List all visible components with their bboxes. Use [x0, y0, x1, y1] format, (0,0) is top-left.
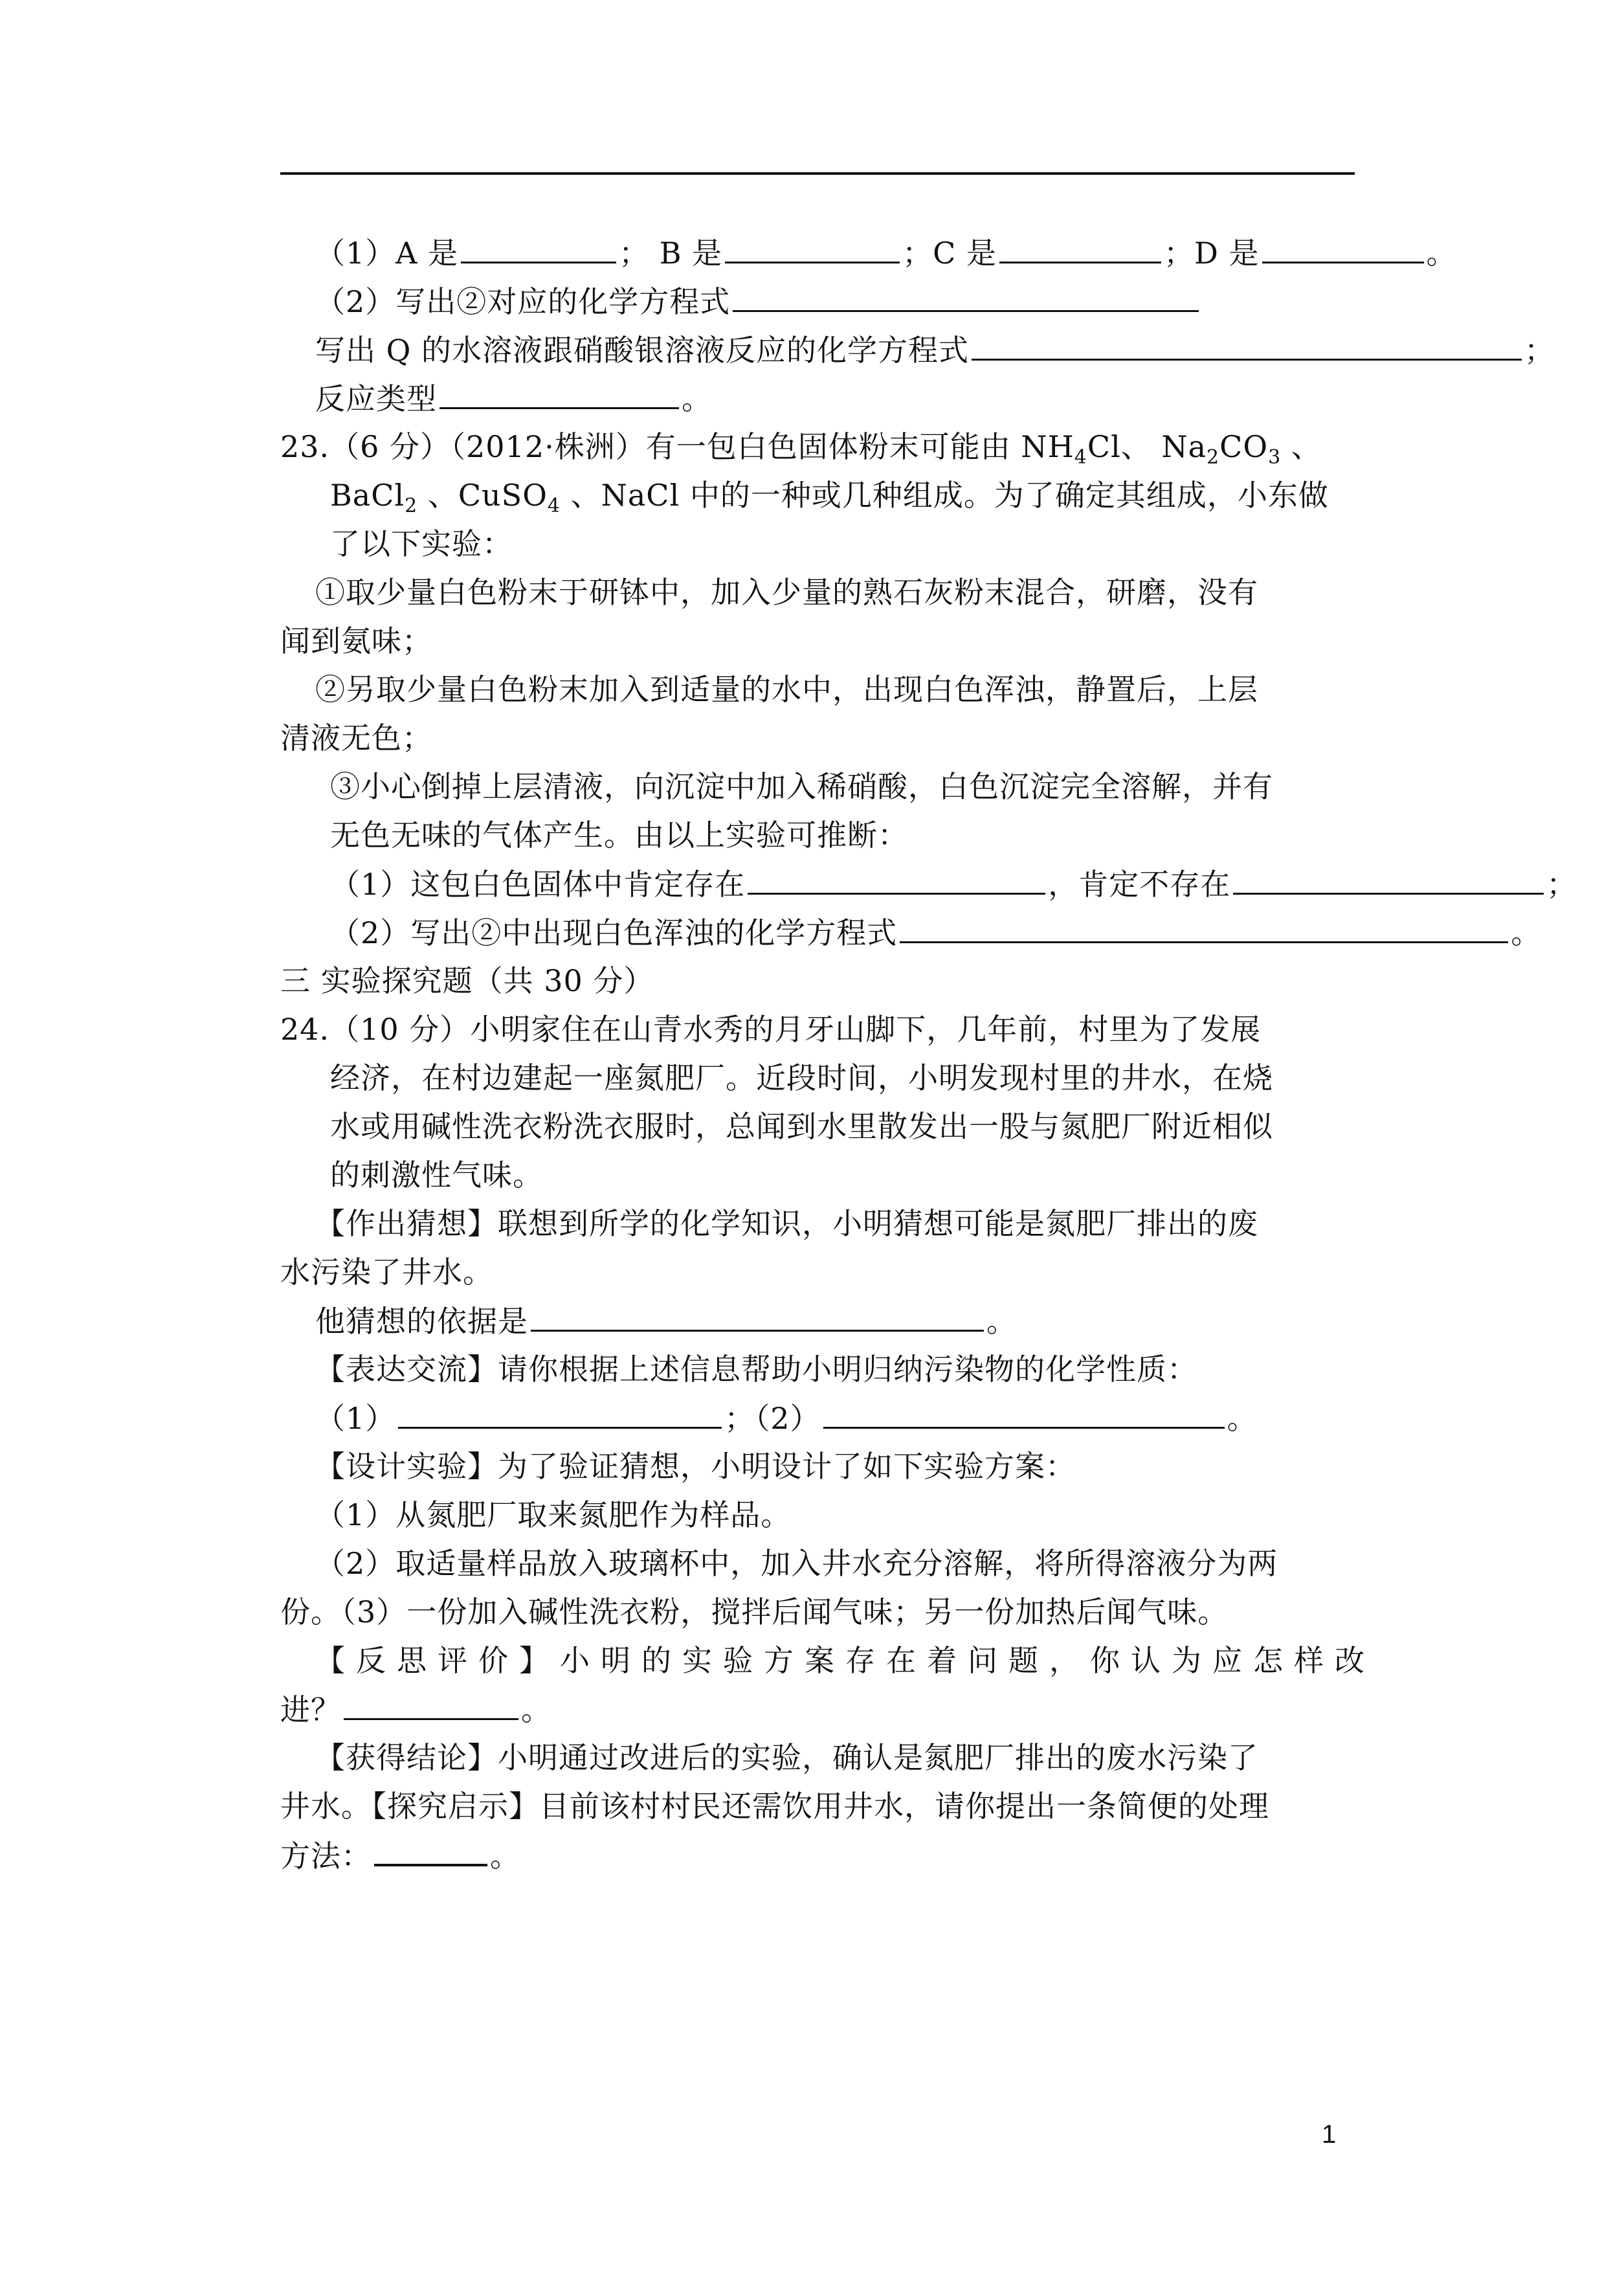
q22-b-label: ； B 是 [619, 236, 723, 271]
q23-step2b: 清液无色； [280, 721, 432, 755]
q22-reaction-type: 反应类型 。 [315, 379, 712, 418]
q24-line1: 24.（10 分）小明家住在山青水秀的月牙山脚下，几年前，村里为了发展 [280, 1012, 1262, 1047]
answer-blank-turbid-equation[interactable] [900, 913, 1508, 943]
q22-c-label: ；C 是 [902, 236, 997, 271]
q22-part2-text: （2）写出②对应的化学方程式 [315, 284, 731, 319]
q23-step2a: ②另取少量白色粉末加入到适量的水中，出现白色浑浊，静置后，上层 [315, 672, 1258, 707]
q24-line2: 经济，在村边建起一座氮肥厂。近段时间，小明发现村里的井水，在烧 [330, 1060, 1273, 1095]
q22-q-text: 写出 Q 的水溶液跟硝酸银溶液反应的化学方程式 [315, 333, 969, 368]
q23-answer1: （1）这包白色固体中肯定存在 ，肯定不存在 ； [330, 864, 1577, 904]
q23-step3a: ③小心倒掉上层清液，向沉淀中加入稀硝酸，白色沉淀完全溶解，并有 [330, 769, 1273, 804]
q23-step1b: 闻到氨味； [280, 623, 432, 658]
answer-blank-property-2[interactable] [823, 1398, 1225, 1429]
q24-guess-a: 【作出猜想】联想到所学的化学知识，小明猜想可能是氮肥厂排出的废 [315, 1206, 1258, 1241]
answer-blank-exists[interactable] [748, 864, 1045, 895]
q23-line2: BaCl$_2$ 、CuSO$_4$ 、NaCl 中的一种或几种组成。为了确定其组成，小东做 [330, 478, 1329, 518]
answer-blank-b[interactable] [725, 233, 900, 263]
q23-answer2: （2）写出②中出现白色浑浊的化学方程式 。 [330, 913, 1541, 952]
q24-guess-b: 水污染了井水。 [280, 1255, 493, 1290]
answer-blank-q-equation[interactable] [972, 330, 1522, 361]
q22-part2 [315, 282, 1201, 321]
q24-basis: 他猜想的依据是 。 [315, 1301, 1017, 1341]
answer-blank-c[interactable] [999, 233, 1161, 263]
q24-reflect-a: 【反思评价】小明的实验方案存在着问题，你认为应怎样改 [315, 1643, 1375, 1678]
answer-blank-equation-2[interactable] [733, 282, 1199, 312]
answer-blank-reaction-type[interactable] [439, 379, 679, 409]
q22-reaction-type-label: 反应类型 [315, 381, 437, 416]
answer-blank-method[interactable] [374, 1835, 487, 1866]
q23-line3: 了以下实验： [330, 526, 513, 561]
answer-blank-not-exists[interactable] [1233, 864, 1544, 895]
answer-blank-d[interactable] [1262, 233, 1424, 263]
answer-blank-a[interactable] [461, 233, 616, 263]
q22-part1: （1）A 是 ； B 是 ；C 是 ；D 是 。 [315, 233, 1457, 273]
q23-step3b: 无色无味的气体产生。由以上实验可推断： [330, 818, 908, 853]
q24-reflect-b: 进？ 。 [280, 1690, 551, 1729]
q24-express: 【表达交流】请你根据上述信息帮助小明归纳污染物的化学性质： [315, 1352, 1197, 1387]
q24-line4: 的刺激性气味。 [330, 1158, 543, 1192]
q22-d-label: ；D 是 [1164, 236, 1260, 271]
q24-design: 【设计实验】为了验证猜想，小明设计了如下实验方案： [315, 1449, 1076, 1484]
q24-line3: 水或用碱性洗衣粉洗衣服时，总闻到水里散发出一股与氮肥厂附近相似 [330, 1109, 1273, 1144]
q24-design-2b: 份。（3）一份加入碱性洗衣粉，搅拌后闻气味；另一份加热后闻气味。 [280, 1594, 1229, 1629]
header-rule [280, 172, 1355, 175]
answer-blank-basis[interactable] [531, 1301, 984, 1332]
q23-step1a: ①取少量白色粉末于研钵中，加入少量的熟石灰粉末混合，研磨，没有 [315, 575, 1258, 610]
answer-blank-property-1[interactable] [398, 1398, 722, 1429]
q24-design-1: （1）从氮肥厂取来氮肥作为样品。 [315, 1497, 792, 1532]
q24-conclude-a: 【获得结论】小明通过改进后的实验，确认是氮肥厂排出的废水污染了 [315, 1740, 1258, 1775]
q22-q-equation: 写出 Q 的水溶液跟硝酸银溶液反应的化学方程式 ； [315, 330, 1555, 370]
answer-blank-improvement[interactable] [344, 1690, 518, 1720]
q24-method: 方法： 。 [280, 1835, 520, 1875]
page-number: 1 [1322, 2120, 1337, 2149]
q24-conclude-b: 井水。【探究启示】目前该村村民还需饮用井水，请你提出一条简便的处理 [280, 1789, 1269, 1824]
q24-properties: （1） ；（2） 。 [315, 1398, 1258, 1438]
q24-design-2a: （2）取适量样品放入玻璃杯中，加入井水充分溶解，将所得溶液分为两 [315, 1546, 1278, 1581]
q22-a-label: （1）A 是 [315, 236, 459, 271]
q23-line1: 23.（6 分）（2012·株洲）有一包白色固体粉末可能由 $NH_4Cl$、 $Na_2CO_3$ 、 [280, 429, 1322, 469]
section-heading: 三 实验探究题（共 30 分） [280, 963, 654, 998]
